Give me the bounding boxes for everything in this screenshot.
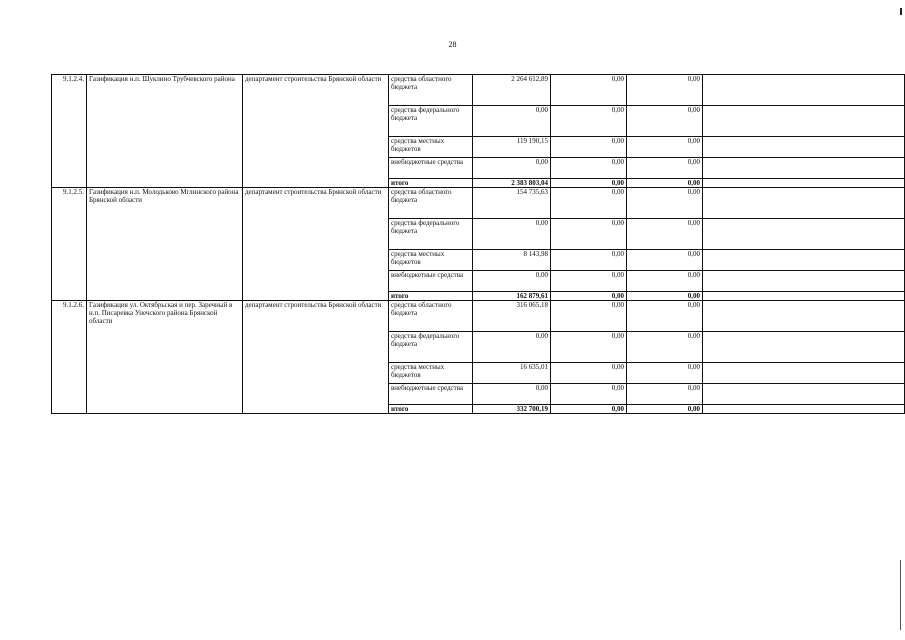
row-executor: департамент строительства Брянской области bbox=[243, 301, 389, 414]
row-name: Газификация ул. Октябрьская и пер. Заречный в н.п. Писаревка Унечского района Брянской области bbox=[87, 301, 243, 414]
funding-source: итого bbox=[389, 405, 473, 414]
funding-source: средства федерального бюджета bbox=[389, 332, 473, 363]
row-executor: департамент строительства Брянской области bbox=[243, 75, 389, 188]
funding-source: внебюджетные средства bbox=[389, 158, 473, 179]
value-col-1: 2 383 803,04 bbox=[473, 179, 551, 188]
empty-cell bbox=[703, 271, 905, 292]
value-col-3: 0,00 bbox=[627, 250, 703, 271]
empty-cell bbox=[703, 137, 905, 158]
empty-cell bbox=[703, 219, 905, 250]
value-col-1: 162 879,61 bbox=[473, 292, 551, 301]
funding-source: средства областного бюджета bbox=[389, 301, 473, 332]
value-col-2: 0,00 bbox=[551, 75, 627, 106]
value-col-3: 0,00 bbox=[627, 179, 703, 188]
value-col-2: 0,00 bbox=[551, 137, 627, 158]
value-col-2: 0,00 bbox=[551, 179, 627, 188]
value-col-3: 0,00 bbox=[627, 363, 703, 384]
funding-source: средства местных бюджетов bbox=[389, 137, 473, 158]
value-col-1: 0,00 bbox=[473, 219, 551, 250]
value-col-3: 0,00 bbox=[627, 271, 703, 292]
value-col-3: 0,00 bbox=[627, 301, 703, 332]
value-col-1: 0,00 bbox=[473, 271, 551, 292]
value-col-3: 0,00 bbox=[627, 405, 703, 414]
value-col-1: 0,00 bbox=[473, 384, 551, 405]
value-col-3: 0,00 bbox=[627, 158, 703, 179]
funding-source: средства местных бюджетов bbox=[389, 250, 473, 271]
value-col-3: 0,00 bbox=[627, 332, 703, 363]
value-col-2: 0,00 bbox=[551, 188, 627, 219]
value-col-2: 0,00 bbox=[551, 332, 627, 363]
value-col-1: 316 065,18 bbox=[473, 301, 551, 332]
value-col-1: 2 264 612,89 bbox=[473, 75, 551, 106]
scan-mark bbox=[900, 560, 901, 630]
table-row bbox=[52, 75, 905, 106]
value-col-1: 154 735,63 bbox=[473, 188, 551, 219]
row-executor: департамент строительства Брянской области bbox=[243, 188, 389, 301]
funding-source: внебюджетные средства bbox=[389, 384, 473, 405]
value-col-1: 0,00 bbox=[473, 158, 551, 179]
empty-cell bbox=[703, 363, 905, 384]
value-col-2: 0,00 bbox=[551, 271, 627, 292]
table-row bbox=[52, 301, 905, 332]
empty-cell bbox=[703, 332, 905, 363]
value-col-2: 0,00 bbox=[551, 106, 627, 137]
budget-table bbox=[51, 74, 905, 414]
empty-cell bbox=[703, 179, 905, 188]
funding-source: средства областного бюджета bbox=[389, 75, 473, 106]
value-col-3: 0,00 bbox=[627, 75, 703, 106]
value-col-1: 0,00 bbox=[473, 332, 551, 363]
page-number: 28 bbox=[448, 40, 457, 49]
empty-cell bbox=[703, 188, 905, 219]
value-col-2: 0,00 bbox=[551, 219, 627, 250]
value-col-2: 0,00 bbox=[551, 292, 627, 301]
value-col-3: 0,00 bbox=[627, 384, 703, 405]
empty-cell bbox=[703, 106, 905, 137]
empty-cell bbox=[703, 405, 905, 414]
value-col-2: 0,00 bbox=[551, 158, 627, 179]
value-col-2: 0,00 bbox=[551, 405, 627, 414]
scan-mark bbox=[900, 8, 902, 15]
value-col-3: 0,00 bbox=[627, 106, 703, 137]
funding-source: средства местных бюджетов bbox=[389, 363, 473, 384]
funding-source: итого bbox=[389, 292, 473, 301]
value-col-2: 0,00 bbox=[551, 301, 627, 332]
empty-cell bbox=[703, 292, 905, 301]
empty-cell bbox=[703, 250, 905, 271]
empty-cell bbox=[703, 75, 905, 106]
value-col-3: 0,00 bbox=[627, 219, 703, 250]
row-name: Газификация н.п. Молодьково Мглинского района Брянской области bbox=[87, 188, 243, 301]
funding-source: внебюджетные средства bbox=[389, 271, 473, 292]
value-col-1: 0,00 bbox=[473, 106, 551, 137]
funding-source: средства федерального бюджета bbox=[389, 106, 473, 137]
row-code: 9.1.2.5. bbox=[52, 188, 87, 301]
empty-cell bbox=[703, 158, 905, 179]
row-code: 9.1.2.6. bbox=[52, 301, 87, 414]
empty-cell bbox=[703, 384, 905, 405]
funding-source: средства областного бюджета bbox=[389, 188, 473, 219]
value-col-3: 0,00 bbox=[627, 137, 703, 158]
value-col-2: 0,00 bbox=[551, 363, 627, 384]
empty-cell bbox=[703, 301, 905, 332]
value-col-1: 332 700,19 bbox=[473, 405, 551, 414]
value-col-3: 0,00 bbox=[627, 188, 703, 219]
funding-source: средства федерального бюджета bbox=[389, 219, 473, 250]
funding-source: итого bbox=[389, 179, 473, 188]
value-col-3: 0,00 bbox=[627, 292, 703, 301]
table-row bbox=[52, 188, 905, 219]
row-name: Газификация н.п. Шуклино Трубчевского района bbox=[87, 75, 243, 188]
row-code: 9.1.2.4. bbox=[52, 75, 87, 188]
value-col-1: 16 635,01 bbox=[473, 363, 551, 384]
value-col-2: 0,00 bbox=[551, 384, 627, 405]
value-col-1: 119 190,15 bbox=[473, 137, 551, 158]
value-col-2: 0,00 bbox=[551, 250, 627, 271]
value-col-1: 8 143,98 bbox=[473, 250, 551, 271]
